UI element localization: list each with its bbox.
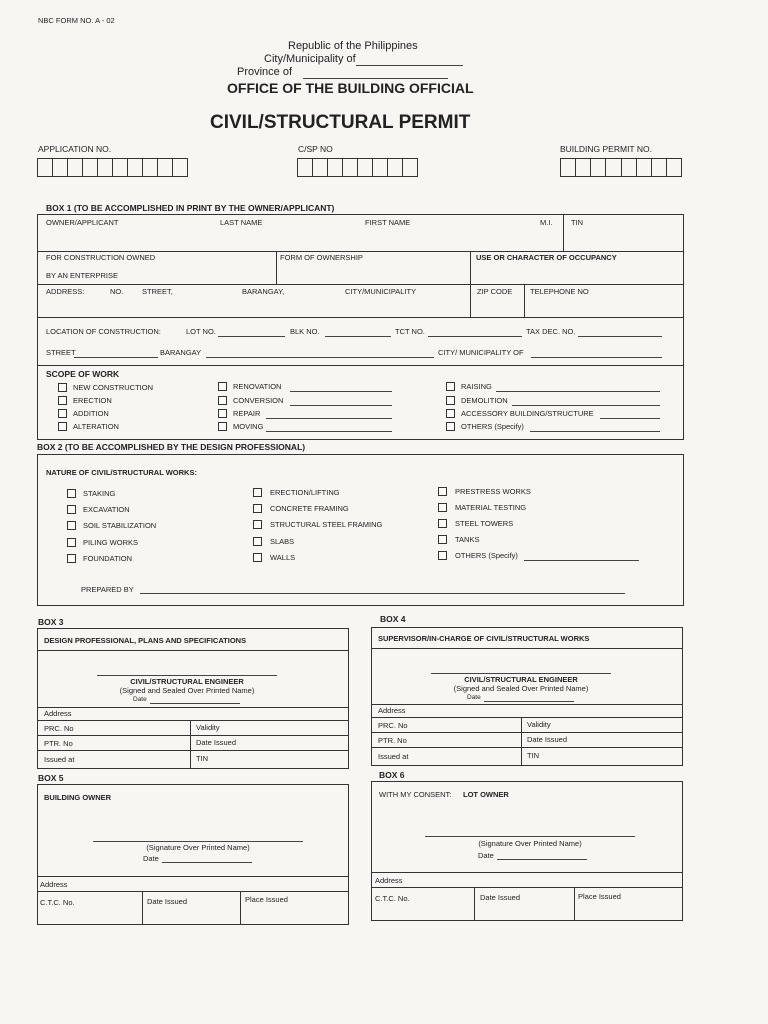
box4-date-line[interactable] bbox=[484, 701, 574, 702]
renovation-checkbox[interactable] bbox=[218, 382, 227, 391]
blk-no-line[interactable] bbox=[325, 336, 391, 337]
nature-label: SLABS bbox=[270, 537, 295, 546]
page-title: CIVIL/STRUCTURAL PERMIT bbox=[210, 112, 471, 133]
raising-checkbox[interactable] bbox=[446, 382, 455, 391]
box3-issued-at-label: Issued at bbox=[44, 755, 75, 764]
box3-date-label: Date bbox=[133, 696, 147, 703]
nature-label: WALLS bbox=[270, 553, 296, 562]
box4-date-label: Date bbox=[467, 694, 481, 701]
divider bbox=[371, 747, 683, 748]
tin-label: TIN bbox=[571, 218, 584, 227]
address-city-label: CITY/MUNICIPALITY bbox=[345, 287, 417, 296]
nature-label: STRUCTURAL STEEL FRAMING bbox=[270, 520, 383, 529]
box5-place-issued-label: Place Issued bbox=[245, 895, 288, 904]
box5-date-label: Date bbox=[143, 854, 159, 863]
scope-of-work-title: SCOPE OF WORK bbox=[46, 369, 120, 379]
nature-label: MATERIAL TESTING bbox=[455, 503, 527, 512]
lot-no-line[interactable] bbox=[218, 336, 285, 337]
form-number: NBC FORM NO. A - 02 bbox=[38, 16, 115, 25]
box3-tin-label: TIN bbox=[196, 754, 209, 763]
city-label: City/Municipality of bbox=[264, 53, 356, 65]
tct-no-line[interactable] bbox=[428, 336, 522, 337]
scope-label: REPAIR bbox=[233, 409, 261, 418]
box3-prc-label: PRC. No bbox=[44, 724, 74, 733]
divider bbox=[37, 735, 349, 736]
building-permit-no-field[interactable] bbox=[560, 158, 682, 177]
tax-dec-no-line[interactable] bbox=[578, 336, 662, 337]
divider bbox=[276, 251, 277, 284]
divider bbox=[37, 891, 349, 892]
box6-label: BOX 6 bbox=[379, 770, 405, 780]
location-city-label: CITY/ MUNICIPALITY OF bbox=[438, 348, 524, 357]
province-line[interactable] bbox=[303, 78, 448, 79]
address-label: ADDRESS: bbox=[46, 287, 85, 296]
raising-line[interactable] bbox=[496, 391, 660, 392]
box3-validity-label: Validity bbox=[196, 723, 220, 732]
scope-label: MOVING bbox=[233, 422, 264, 431]
box5-title: BUILDING OWNER bbox=[44, 793, 112, 802]
structural-steel-framing-checkbox[interactable] bbox=[253, 520, 262, 529]
scope-label: ADDITION bbox=[73, 409, 109, 418]
box6-consent-label: WITH MY CONSENT: bbox=[379, 790, 452, 799]
box6-date-issued-label: Date Issued bbox=[480, 893, 521, 902]
nature-label: STAKING bbox=[83, 489, 116, 498]
scope-label: NEW CONSTRUCTION bbox=[73, 383, 153, 392]
slabs-checkbox[interactable] bbox=[253, 537, 262, 546]
box5-address-label: Address bbox=[40, 880, 68, 889]
nature-label: PILING WORKS bbox=[83, 538, 139, 547]
staking-checkbox[interactable] bbox=[67, 489, 76, 498]
box3-date-issued-label: Date Issued bbox=[196, 738, 237, 747]
box6-ctc-label: C.T.C. No. bbox=[375, 894, 410, 903]
others-line[interactable] bbox=[530, 431, 660, 432]
divider bbox=[142, 891, 143, 925]
box5-date-line[interactable] bbox=[162, 862, 252, 863]
owner-applicant-label: OWNER/APPLICANT bbox=[46, 218, 119, 227]
others-checkbox[interactable] bbox=[446, 422, 455, 431]
alteration-checkbox[interactable] bbox=[58, 422, 67, 431]
box3-ptr-label: PTR. No bbox=[44, 739, 73, 748]
box3-date-line[interactable] bbox=[150, 703, 240, 704]
box4-tin-label: TIN bbox=[527, 751, 540, 760]
divider bbox=[37, 720, 349, 721]
scope-label: OTHERS (Specify) bbox=[461, 422, 524, 431]
tanks-checkbox[interactable] bbox=[438, 535, 447, 544]
conversion-line[interactable] bbox=[290, 405, 392, 406]
box5-date-issued-label: Date Issued bbox=[147, 897, 188, 906]
box6-date-label: Date bbox=[478, 851, 494, 860]
prepared-by-label: PREPARED BY bbox=[81, 585, 134, 594]
conversion-checkbox[interactable] bbox=[218, 396, 227, 405]
location-label: LOCATION OF CONSTRUCTION: bbox=[46, 327, 161, 336]
concrete-framing-checkbox[interactable] bbox=[253, 504, 262, 513]
scope-label: DEMOLITION bbox=[461, 396, 508, 405]
nature-label: SOIL STABILIZATION bbox=[83, 521, 157, 530]
box6-lot-owner-label: LOT OWNER bbox=[463, 790, 509, 799]
divider bbox=[240, 891, 241, 925]
form-of-ownership-label: FORM OF OWNERSHIP bbox=[280, 253, 363, 262]
nature-label: OTHERS (Specify) bbox=[455, 551, 518, 560]
box6-signature-label: (Signature Over Printed Name) bbox=[478, 839, 582, 848]
use-character-label: USE OR CHARACTER OF OCCUPANCY bbox=[476, 253, 617, 262]
excavation-checkbox[interactable] bbox=[67, 505, 76, 514]
walls-checkbox[interactable] bbox=[253, 553, 262, 562]
csp-no-field[interactable] bbox=[297, 158, 418, 177]
box4-label: BOX 4 bbox=[380, 614, 406, 624]
scope-label: ACCESSORY BUILDING/STRUCTURE bbox=[461, 409, 594, 418]
divider bbox=[574, 887, 575, 921]
divider bbox=[470, 284, 471, 317]
box3-signed-label: (Signed and Sealed Over Printed Name) bbox=[119, 686, 255, 695]
nature-label: TANKS bbox=[455, 535, 480, 544]
divider bbox=[371, 872, 683, 873]
box5-signature-label: (Signature Over Printed Name) bbox=[146, 843, 250, 852]
accessory-building-line[interactable] bbox=[600, 418, 660, 419]
nature-label: EXCAVATION bbox=[83, 505, 130, 514]
divider bbox=[371, 648, 683, 649]
csp-no-label: C/SP NO bbox=[298, 144, 333, 154]
location-barangay-line[interactable] bbox=[206, 357, 434, 358]
box6-signature-line[interactable] bbox=[425, 836, 635, 837]
divider bbox=[371, 717, 683, 718]
piling-works-checkbox[interactable] bbox=[67, 538, 76, 547]
demolition-checkbox[interactable] bbox=[446, 396, 455, 405]
divider bbox=[190, 720, 191, 769]
new-construction-checkbox[interactable] bbox=[58, 383, 67, 392]
box4-address-label: Address bbox=[378, 706, 406, 715]
scope-label: RAISING bbox=[461, 382, 492, 391]
divider bbox=[37, 284, 684, 285]
foundation-checkbox[interactable] bbox=[67, 554, 76, 563]
box4-date-issued-label: Date Issued bbox=[527, 735, 568, 744]
location-street-line[interactable] bbox=[74, 357, 158, 358]
mi-label: M.I. bbox=[540, 218, 553, 227]
repair-line[interactable] bbox=[266, 418, 392, 419]
divider bbox=[37, 750, 349, 751]
divider bbox=[37, 365, 684, 366]
box3-signature-line[interactable] bbox=[97, 675, 277, 676]
box4-prc-label: PRC. No bbox=[378, 721, 408, 730]
box4-title: SUPERVISOR/IN-CHARGE OF CIVIL/STRUCTURAL WORKS bbox=[378, 634, 590, 643]
nature-label: ERECTION/LIFTING bbox=[270, 488, 340, 497]
application-no-label: APPLICATION NO. bbox=[38, 144, 112, 154]
divider bbox=[371, 887, 683, 888]
divider bbox=[37, 317, 684, 318]
material-testing-checkbox[interactable] bbox=[438, 503, 447, 512]
scope-label: ALTERATION bbox=[73, 422, 119, 431]
building-permit-no-label: BUILDING PERMIT NO. bbox=[560, 144, 652, 154]
divider bbox=[371, 732, 683, 733]
divider bbox=[524, 284, 525, 317]
first-name-label: FIRST NAME bbox=[365, 218, 411, 227]
nature-title: NATURE OF CIVIL/STRUCTURAL WORKS: bbox=[46, 468, 197, 477]
prepared-by-line[interactable] bbox=[140, 593, 625, 594]
scope-label: RENOVATION bbox=[233, 382, 282, 391]
box5-ctc-label: C.T.C. No. bbox=[40, 898, 75, 907]
divider bbox=[563, 214, 564, 251]
city-line[interactable] bbox=[356, 65, 463, 66]
prestress-works-checkbox[interactable] bbox=[438, 487, 447, 496]
address-no-label: NO. bbox=[110, 287, 124, 296]
province-label: Province of bbox=[237, 66, 293, 78]
zip-code-label: ZIP CODE bbox=[477, 287, 513, 296]
box6 bbox=[371, 781, 683, 921]
others-specify-line[interactable] bbox=[524, 560, 639, 561]
box5-label: BOX 5 bbox=[38, 773, 64, 783]
box4-ptr-label: PTR. No bbox=[378, 736, 407, 745]
divider bbox=[371, 704, 683, 705]
location-city-line[interactable] bbox=[531, 357, 662, 358]
box6-address-label: Address bbox=[375, 876, 403, 885]
tax-dec-no-label: TAX DEC. NO. bbox=[526, 327, 576, 336]
divider bbox=[37, 251, 684, 252]
office-title: OFFICE OF THE BUILDING OFFICIAL bbox=[227, 80, 474, 96]
soil-stabilization-checkbox[interactable] bbox=[67, 521, 76, 530]
blk-no-label: BLK NO. bbox=[290, 327, 320, 336]
by-enterprise-label: BY AN ENTERPRISE bbox=[46, 271, 118, 280]
box4-engineer-label: CIVIL/STRUCTURAL ENGINEER bbox=[464, 675, 578, 684]
erection-checkbox[interactable] bbox=[58, 396, 67, 405]
divider bbox=[521, 717, 522, 766]
application-no-field[interactable] bbox=[37, 158, 188, 177]
divider bbox=[470, 251, 471, 284]
demolition-line[interactable] bbox=[512, 405, 660, 406]
box6-place-issued-label: Place Issued bbox=[578, 892, 621, 901]
moving-checkbox[interactable] bbox=[218, 422, 227, 431]
box3-address-label: Address bbox=[44, 709, 72, 718]
repair-checkbox[interactable] bbox=[218, 409, 227, 418]
lot-no-label: LOT NO. bbox=[186, 327, 216, 336]
box1-title: BOX 1 (TO BE ACCOMPLISHED IN PRINT BY THE OWNER/APPLICANT) bbox=[46, 203, 335, 213]
for-construction-label: FOR CONSTRUCTION OWNED bbox=[46, 253, 156, 262]
steel-towers-checkbox[interactable] bbox=[438, 519, 447, 528]
address-street-label: STREET, bbox=[142, 287, 173, 296]
scope-label: CONVERSION bbox=[233, 396, 284, 405]
box4-issued-at-label: Issued at bbox=[378, 752, 409, 761]
nature-label: STEEL TOWERS bbox=[455, 519, 514, 528]
box5 bbox=[37, 784, 349, 925]
divider bbox=[474, 887, 475, 921]
divider bbox=[37, 876, 349, 877]
others-specify-checkbox[interactable] bbox=[438, 551, 447, 560]
box2-title: BOX 2 (TO BE ACCOMPLISHED BY THE DESIGN PROFESSIONAL) bbox=[37, 442, 306, 452]
addition-checkbox[interactable] bbox=[58, 409, 67, 418]
republic-line: Republic of the Philippines bbox=[288, 40, 418, 52]
nature-label: FOUNDATION bbox=[83, 554, 133, 563]
moving-line[interactable] bbox=[266, 431, 392, 432]
accessory-building-checkbox[interactable] bbox=[446, 409, 455, 418]
box4-validity-label: Validity bbox=[527, 720, 551, 729]
box4-signed-label: (Signed and Sealed Over Printed Name) bbox=[453, 684, 589, 693]
telephone-label: TELEPHONE NO bbox=[530, 287, 589, 296]
nature-label: CONCRETE FRAMING bbox=[270, 504, 349, 513]
box3-title: DESIGN PROFESSIONAL, PLANS AND SPECIFICATIONS bbox=[44, 636, 247, 645]
box4-signature-line[interactable] bbox=[431, 673, 611, 674]
divider bbox=[37, 707, 349, 708]
divider bbox=[37, 650, 349, 651]
box6-date-line[interactable] bbox=[497, 859, 587, 860]
address-barangay-label: BARANGAY, bbox=[242, 287, 285, 296]
last-name-label: LAST NAME bbox=[220, 218, 263, 227]
location-street-label: STREET bbox=[46, 348, 76, 357]
erection-lifting-checkbox[interactable] bbox=[253, 488, 262, 497]
tct-no-label: TCT NO. bbox=[395, 327, 425, 336]
nature-label: PRESTRESS WORKS bbox=[455, 487, 531, 496]
box5-signature-line[interactable] bbox=[93, 841, 303, 842]
box3-engineer-label: CIVIL/STRUCTURAL ENGINEER bbox=[130, 677, 244, 686]
box3-label: BOX 3 bbox=[38, 617, 64, 627]
renovation-line[interactable] bbox=[290, 391, 392, 392]
scope-label: ERECTION bbox=[73, 396, 112, 405]
location-barangay-label: BARANGAY bbox=[160, 348, 202, 357]
